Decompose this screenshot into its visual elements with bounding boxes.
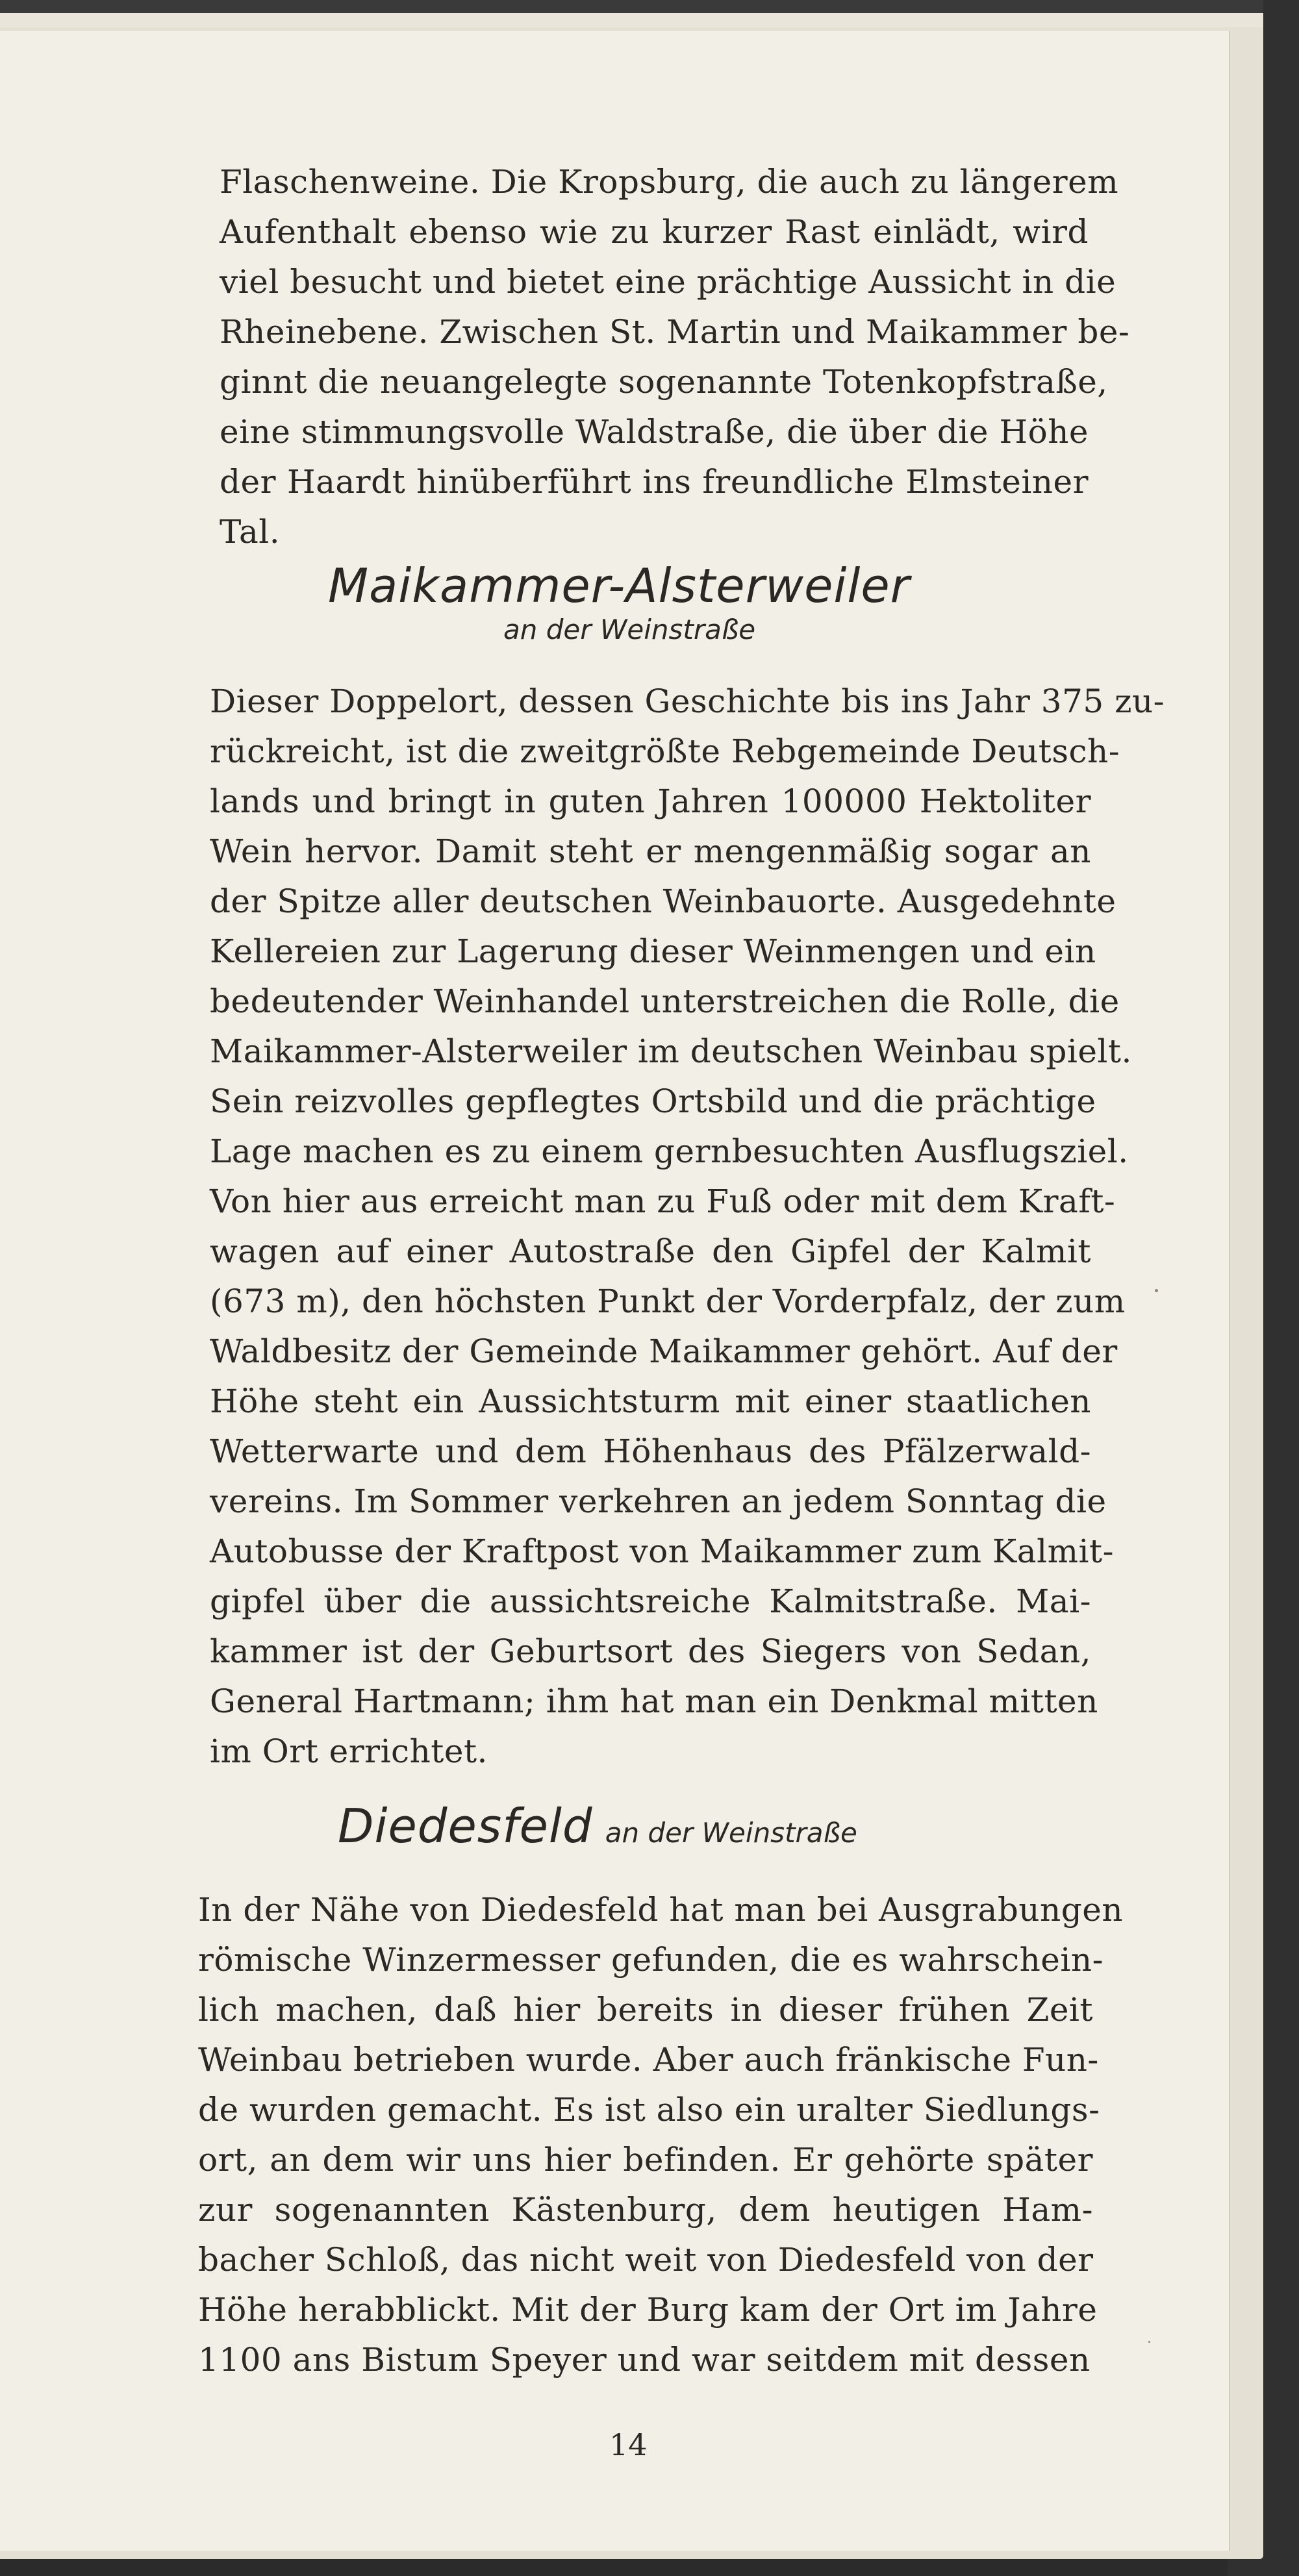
text-line: Aufenthalt ebenso wie zu kurzer Rast einlädt, wird	[220, 213, 1089, 251]
text-line: In der Nähe von Diedesfeld hat man bei Ausgrabungen	[198, 1891, 1124, 1929]
text-line: ginnt die neuangelegte sogenannte Totenkopfstraße,	[220, 363, 1108, 401]
text-line: lich machen, daß hier bereits in dieser frühen Zeit	[198, 1991, 1093, 2029]
text-line: Wein hervor. Damit steht er mengenmäßig sogar an	[210, 832, 1091, 870]
text-line: bedeutender Weinhandel unterstreichen die Rolle, die	[210, 982, 1120, 1020]
maikammer-paragraph	[210, 677, 1165, 1777]
section-title-maikammer: Maikammer-Alsterweiler	[328, 558, 911, 613]
text-line: Sein reizvolles gepflegtes Ortsbild und die prächtige	[210, 1082, 1096, 1120]
section-title-diedesfeld	[338, 1799, 857, 1853]
diedesfeld-paragraph	[198, 1885, 1124, 2385]
text-line: Waldbesitz der Gemeinde Maikammer gehört. Auf der	[210, 1332, 1118, 1370]
text-line: de wurden gemacht. Es ist also ein uralter Siedlungs-	[198, 2091, 1100, 2129]
text-line: eine stimmungsvolle Waldstraße, die über die Höhe	[220, 413, 1089, 451]
text-line: Rheinebene. Zwischen St. Martin und Maikammer be-	[220, 313, 1130, 351]
text-line: Kellereien zur Lagerung dieser Weinmengen und ein	[210, 932, 1096, 970]
text-line: zur sogenannten Kästenburg, dem heutigen Ham-	[198, 2191, 1093, 2229]
text-line: Dieser Doppelort, dessen Geschichte bis ins Jahr 375 zu-	[210, 682, 1165, 720]
text-line: vereins. Im Sommer verkehren an jedem Sonntag die	[210, 1482, 1107, 1520]
text-line: General Hartmann; ihm hat man ein Denkmal mitten	[210, 1682, 1098, 1720]
text-line: bacher Schloß, das nicht weit von Diedesfeld von der	[198, 2241, 1094, 2279]
section-subtitle-maikammer: an der Weinstraße	[503, 614, 756, 645]
text-line: der Haardt hinüberführt ins freundliche Elmsteiner	[220, 463, 1089, 501]
text-line: Tal.	[220, 513, 281, 551]
text-line: wagen auf einer Autostraße den Gipfel der Kalmit	[210, 1232, 1091, 1270]
scan-speck	[1148, 2341, 1150, 2343]
text-line: Lage machen es zu einem gernbesuchten Ausflugsziel.	[210, 1132, 1129, 1170]
text-line: Maikammer-Alsterweiler im deutschen Weinbau spielt.	[210, 1032, 1132, 1070]
text-line: Flaschenweine. Die Kropsburg, die auch zu längerem	[220, 163, 1119, 201]
text-line: ort, an dem wir uns hier befinden. Er gehörte später	[198, 2141, 1093, 2179]
diedesfeld-subtitle-text: an der Weinstraße	[605, 1817, 857, 1849]
text-line: römische Winzermesser gefunden, die es wahrschein-	[198, 1941, 1104, 1979]
text-line: 1100 ans Bistum Speyer und war seitdem mit dessen	[198, 2341, 1091, 2379]
text-line: kammer ist der Geburtsort des Siegers von Sedan,	[210, 1632, 1091, 1670]
text-line: (673 m), den höchsten Punkt der Vorderpfalz, der zum	[210, 1282, 1126, 1320]
text-line: Höhe steht ein Aussichtsturm mit einer staatlichen	[210, 1382, 1091, 1420]
intro-paragraph	[220, 157, 1130, 557]
text-line: im Ort errichtet.	[210, 1732, 488, 1770]
text-line: Höhe herabblickt. Mit der Burg kam der Ort im Jahre	[198, 2291, 1098, 2329]
text-line: gipfel über die aussichtsreiche Kalmitstraße. Mai-	[210, 1582, 1091, 1620]
page-top-edge	[0, 13, 1263, 27]
text-line: Von hier aus erreicht man zu Fuß oder mit dem Kraft-	[210, 1182, 1116, 1220]
text-line: Autobusse der Kraftpost von Maikammer zum Kalmit-	[210, 1532, 1114, 1570]
text-line: rückreicht, ist die zweitgrößte Rebgemeinde Deutsch-	[210, 732, 1120, 770]
text-line: viel besucht und bietet eine prächtige Aussicht in die	[220, 263, 1116, 301]
text-line: der Spitze aller deutschen Weinbauorte. Ausgedehnte	[210, 882, 1116, 920]
text-line: Wetterwarte und dem Höhenhaus des Pfälzerwald-	[210, 1432, 1091, 1470]
page-number: 14	[609, 2427, 648, 2462]
text-line: Weinbau betrieben wurde. Aber auch fränkische Fun-	[198, 2041, 1099, 2079]
diedesfeld-title-text: Diedesfeld	[338, 1799, 593, 1853]
scan-speck	[1155, 1289, 1158, 1292]
text-line: lands und bringt in guten Jahren 100000 Hektoliter	[210, 782, 1091, 820]
